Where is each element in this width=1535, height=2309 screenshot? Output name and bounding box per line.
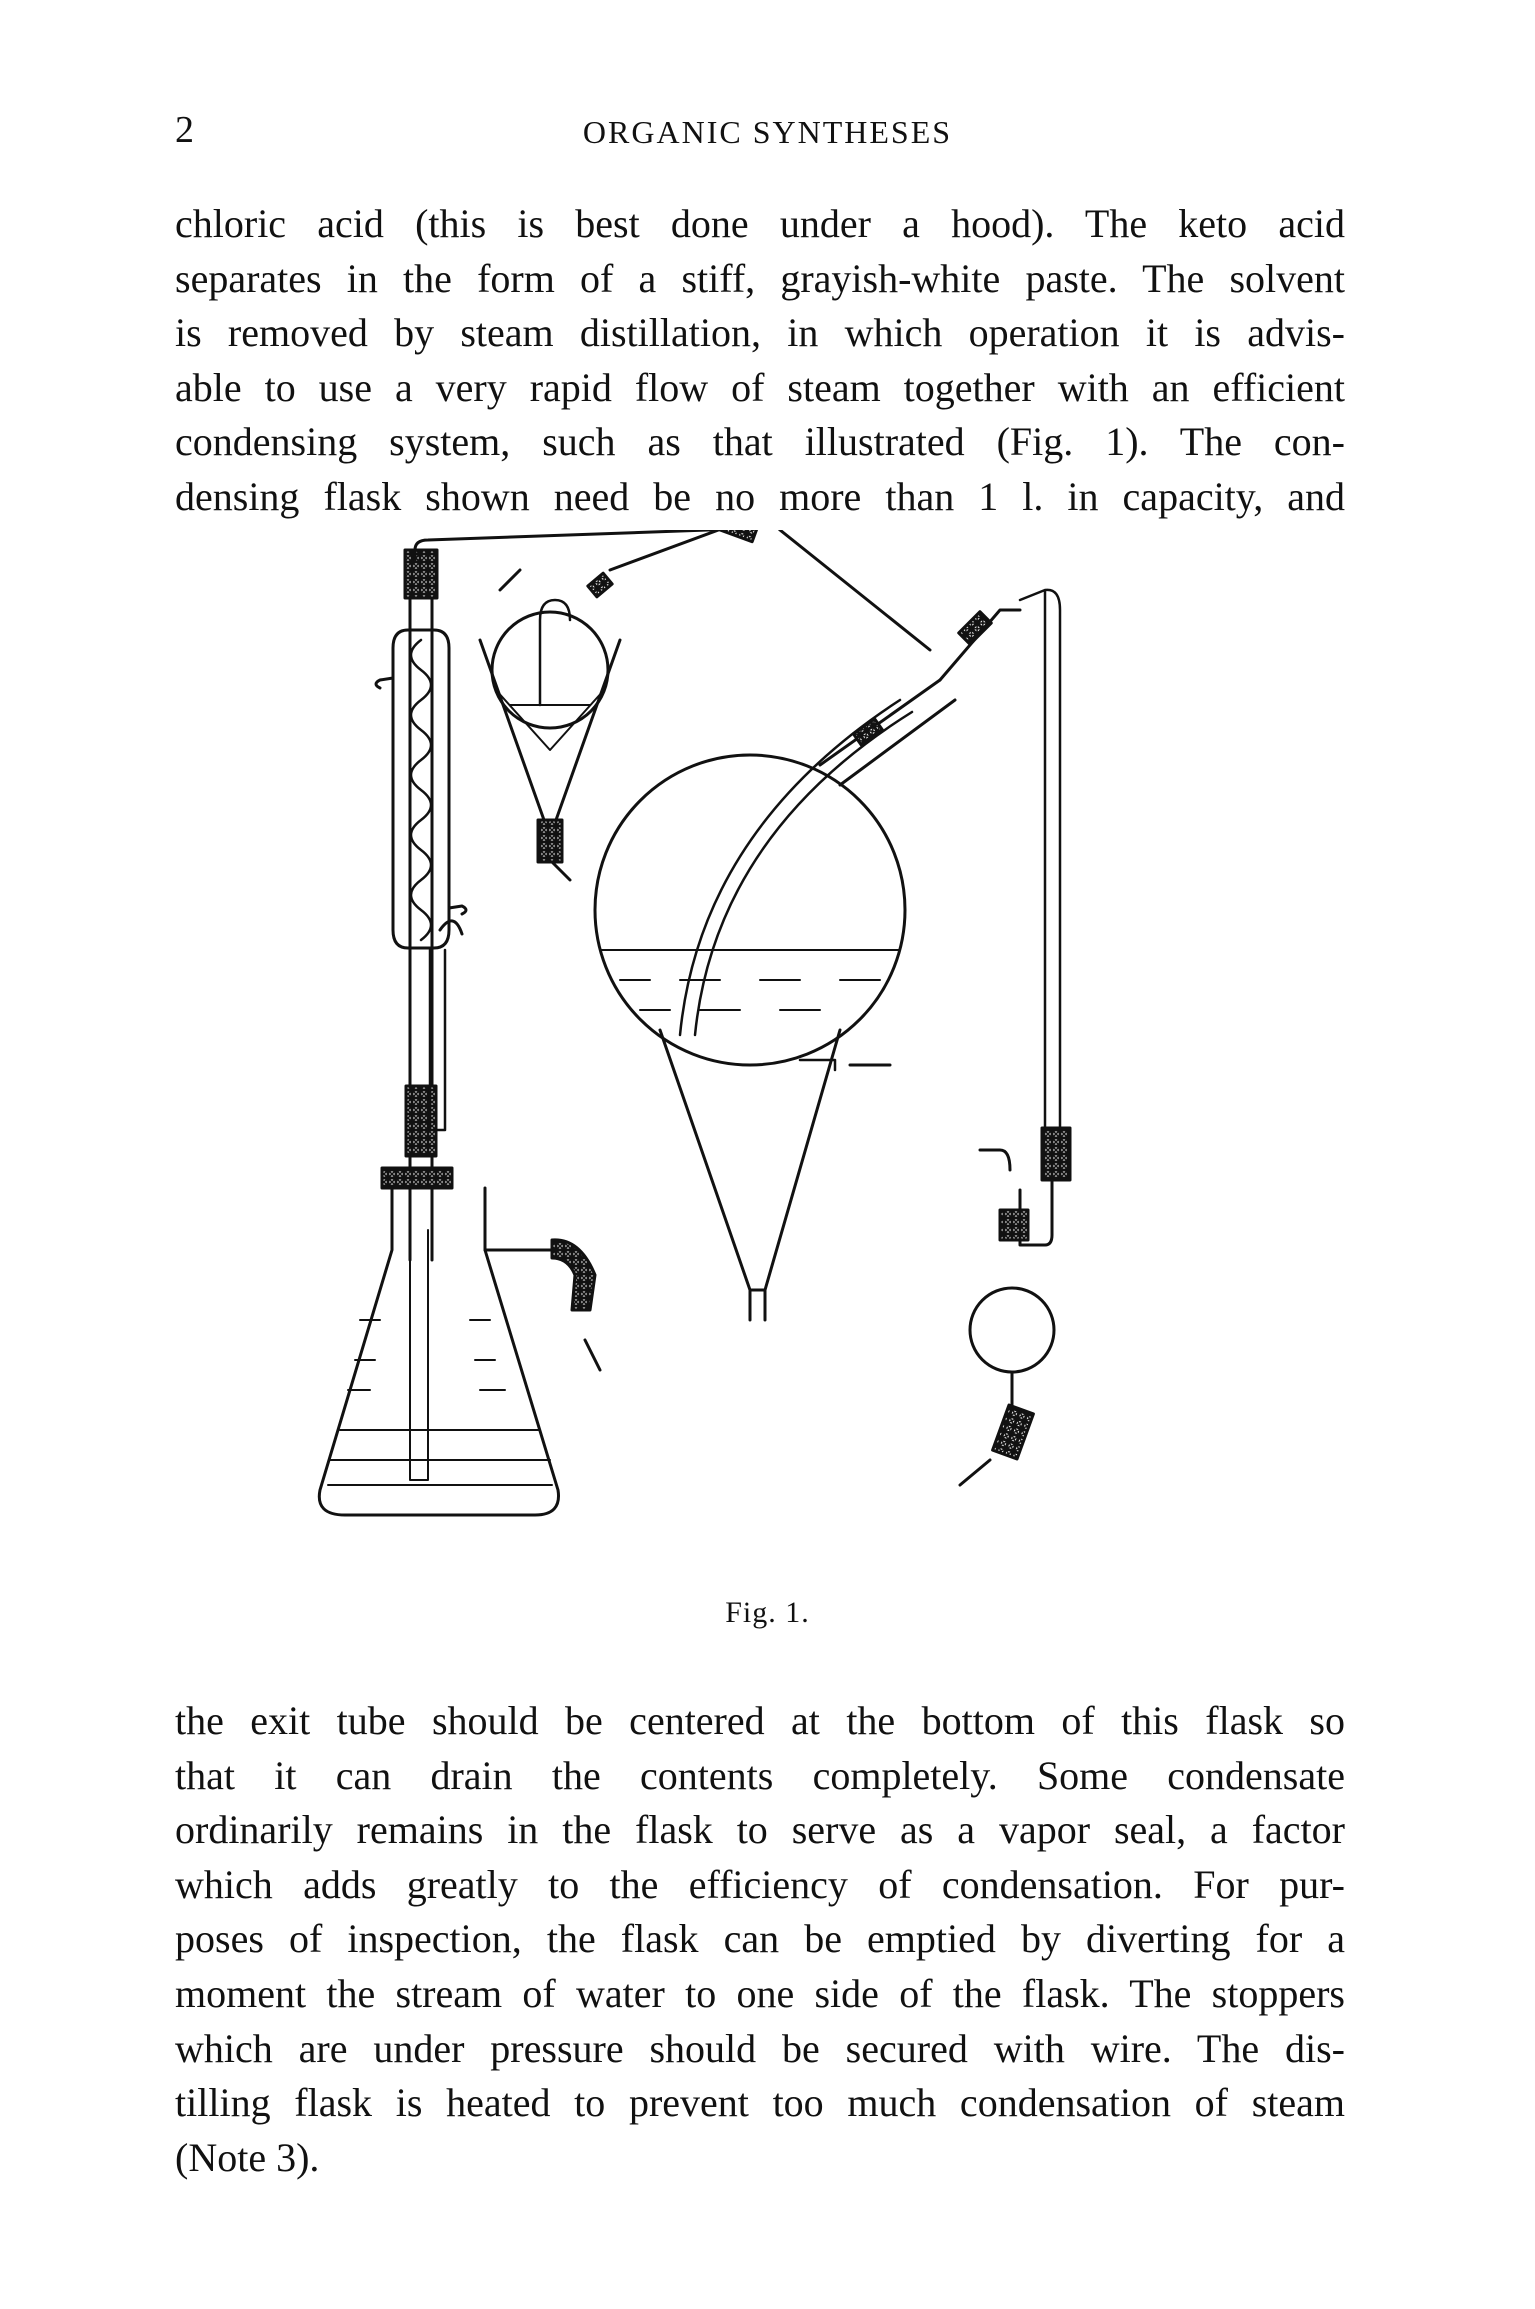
funnel-outline-upper	[496, 690, 604, 750]
vapor-tube-upper	[610, 530, 930, 650]
large-funnel	[660, 1030, 840, 1290]
right-vertical-tube	[1020, 590, 1060, 1170]
bulb-drain-arrow	[960, 1460, 990, 1485]
funnel-drain-arrow	[552, 862, 570, 880]
right-clamp	[959, 612, 992, 645]
liquid-lines	[328, 1430, 552, 1485]
vapor-tube-top	[415, 530, 820, 560]
bulb-arrow	[980, 1150, 1010, 1170]
funnel-outline	[480, 640, 620, 820]
text-line: densing flask shown need be no more than 1 l. in capacity, and	[175, 473, 1345, 519]
large-round-flask	[595, 755, 905, 1065]
funnel-stem	[750, 1290, 765, 1320]
large-flask-neck	[820, 680, 955, 785]
receiver-flask	[319, 1168, 600, 1515]
text-line: moment the stream of water to one side of the flask. The stoppers	[175, 1970, 1345, 2016]
text-line: which are under pressure should be secured with wire. The dis-	[175, 2025, 1345, 2071]
inner-tube-large-2	[695, 712, 912, 1035]
steam-trap-funnel	[480, 570, 620, 880]
apparatus-figure	[300, 530, 1240, 1590]
flask-stopper	[382, 1168, 452, 1188]
condenser-stopper	[405, 550, 437, 598]
inner-tube-large	[680, 700, 900, 1035]
right-connector	[1042, 1128, 1070, 1180]
large-flask-dashes	[620, 980, 880, 1010]
drain-arrow	[585, 1340, 600, 1370]
round-flask-small	[492, 612, 608, 728]
text-line: chloric acid (this is best done under a hood). The keto acid	[175, 201, 1345, 246]
condenser-inner-tube	[410, 598, 432, 1260]
text-line: able to use a very rapid flow of steam together with an efficient	[175, 364, 1345, 410]
funnel-hose	[538, 820, 562, 862]
separator-bulb	[960, 590, 1070, 1485]
page-number: 2	[175, 109, 194, 151]
rubber-connector	[406, 1086, 436, 1156]
text-line: is removed by steam distillation, in which operation it is advis-	[175, 310, 1345, 356]
text-line: condensing system, such as that illustrated (Fig. 1). The con-	[175, 419, 1345, 465]
separator-round	[970, 1288, 1054, 1372]
text-line: (Note 3).	[175, 2134, 320, 2180]
text-line: tilling flask is heated to prevent too much condensation of steam	[175, 2080, 1345, 2126]
condensing-flask	[595, 530, 1020, 1320]
side-tube-arrow	[440, 921, 462, 934]
water-inlet	[376, 678, 393, 688]
paragraph-2	[175, 1694, 1345, 2185]
side-arm-hose	[552, 1240, 595, 1310]
funnel-arrow	[500, 570, 520, 590]
condenser-bulbs	[411, 640, 431, 940]
water-outlet	[449, 906, 466, 914]
dip-tube	[410, 1230, 428, 1480]
liquid-dashes	[348, 1320, 505, 1390]
text-line: separates in the form of a stiff, grayish-white paste. The solvent	[175, 255, 1345, 301]
running-title: ORGANIC SYNTHESES	[582, 114, 953, 150]
paragraph-1	[175, 197, 1345, 525]
text-line: poses of inspection, the flask can be emptied by diverting for a	[175, 1916, 1345, 1962]
text-line: that it can drain the contents completely. Some condensate	[175, 1752, 1345, 1798]
erlenmeyer-outline	[319, 1188, 558, 1515]
text-line: which adds greatly to the efficiency of condensation. For pur-	[175, 1861, 1345, 1907]
text-line: the exit tube should be centered at the bottom of this flask so	[175, 1698, 1345, 1743]
text-line: ordinarily remains in the flask to serve as a vapor seal, a factor	[175, 1807, 1345, 1853]
neck-clamp	[853, 719, 882, 745]
bulb-stopper	[1000, 1210, 1028, 1240]
small-flask-tube	[540, 600, 570, 705]
figure-caption: Fig. 1.	[725, 1596, 810, 1629]
upper-connector	[718, 530, 757, 542]
bulb-hose	[993, 1405, 1034, 1459]
tube-clamp	[588, 573, 612, 597]
